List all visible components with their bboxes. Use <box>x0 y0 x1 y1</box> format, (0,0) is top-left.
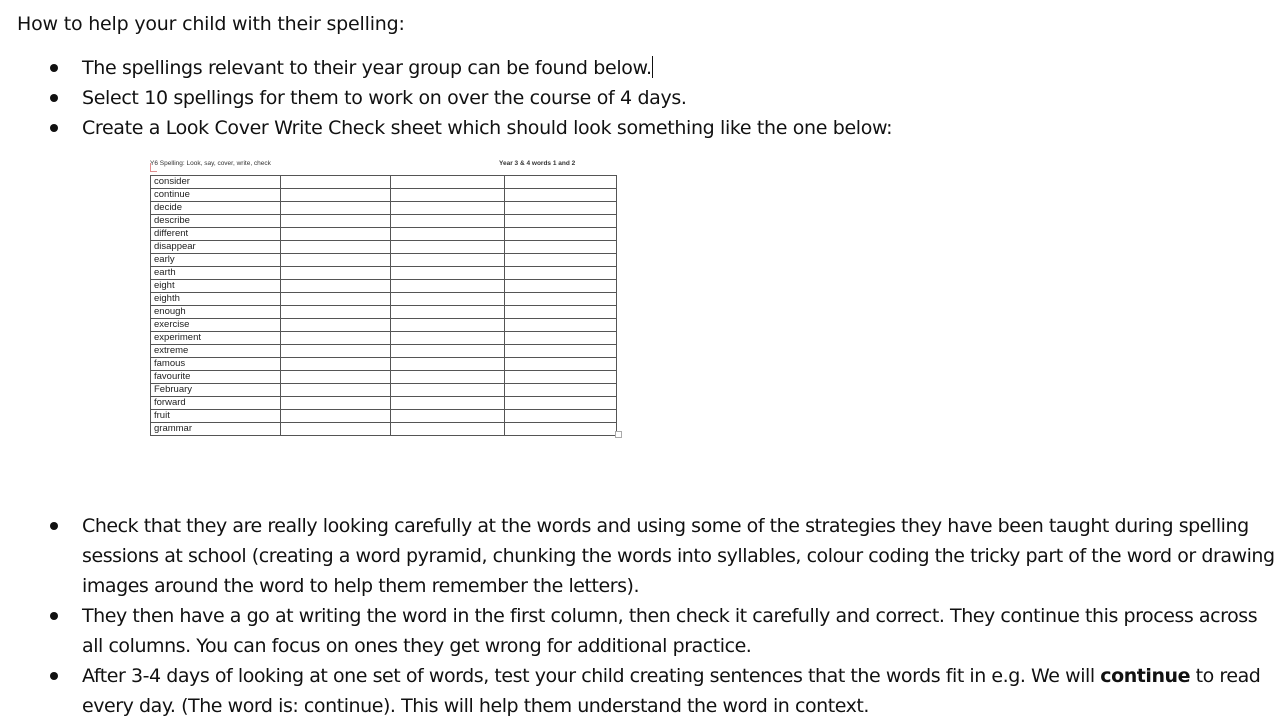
worksheet-empty-cell <box>505 371 617 384</box>
worksheet-empty-cell <box>505 293 617 306</box>
worksheet-empty-cell <box>391 397 505 410</box>
bullet-icon <box>50 124 58 132</box>
bullet-icon <box>50 672 58 680</box>
worksheet-empty-cell <box>505 332 617 345</box>
worksheet-empty-cell <box>391 267 505 280</box>
list-item-text-part: to read every day. (The word is: continue). This will help them understand the word in context. <box>82 665 1261 717</box>
worksheet-word-cell: favourite <box>151 371 281 384</box>
worksheet-empty-cell <box>391 254 505 267</box>
worksheet-empty-cell <box>505 202 617 215</box>
worksheet-row <box>151 280 617 293</box>
worksheet-word-cell: continue <box>151 189 281 202</box>
worksheet-empty-cell <box>391 202 505 215</box>
worksheet-empty-cell <box>391 319 505 332</box>
worksheet-row <box>151 306 617 319</box>
worksheet-empty-cell <box>281 371 391 384</box>
worksheet-empty-cell <box>391 293 505 306</box>
worksheet-row <box>151 384 617 397</box>
worksheet-word-cell: forward <box>151 397 281 410</box>
worksheet-word-cell: eight <box>151 280 281 293</box>
resize-handle[interactable] <box>615 431 622 438</box>
list-item-text-part: After 3-4 days of looking at one set of words, test your child creating sentences that the words fit in e.g. We will <box>82 665 1101 687</box>
text-cursor <box>652 56 653 78</box>
worksheet-word-cell: famous <box>151 358 281 371</box>
list-item-text <box>82 665 1260 717</box>
worksheet-empty-cell <box>391 345 505 358</box>
worksheet-row <box>151 332 617 345</box>
worksheet-empty-cell <box>505 319 617 332</box>
worksheet-row <box>151 215 617 228</box>
worksheet-empty-cell <box>281 345 391 358</box>
worksheet-row <box>151 319 617 332</box>
worksheet-empty-cell <box>391 371 505 384</box>
worksheet-word-cell: enough <box>151 306 281 319</box>
worksheet-word-cell: February <box>151 384 281 397</box>
worksheet-word-cell: consider <box>151 176 281 189</box>
worksheet-word-cell: grammar <box>151 423 281 436</box>
worksheet-empty-cell <box>391 280 505 293</box>
list-item <box>0 113 1287 143</box>
worksheet-empty-cell <box>505 280 617 293</box>
worksheet-empty-cell <box>281 176 391 189</box>
worksheet-row <box>151 397 617 410</box>
worksheet-row <box>151 176 617 189</box>
worksheet-empty-cell <box>505 241 617 254</box>
worksheet-empty-cell <box>281 228 391 241</box>
worksheet-row <box>151 345 617 358</box>
worksheet-row <box>151 189 617 202</box>
worksheet-row <box>151 202 617 215</box>
worksheet-empty-cell <box>281 215 391 228</box>
worksheet-word-cell: describe <box>151 215 281 228</box>
worksheet-subtitle: Year 3 & 4 words 1 and 2 <box>499 160 576 167</box>
worksheet-word-cell: experiment <box>151 332 281 345</box>
worksheet-empty-cell <box>281 332 391 345</box>
worksheet-empty-cell <box>505 384 617 397</box>
list-item <box>0 511 1287 601</box>
worksheet-title: Y6 Spelling: Look, say, cover, write, check <box>150 160 271 167</box>
instruction-list-bottom <box>0 511 1287 721</box>
worksheet-row <box>151 293 617 306</box>
list-item-text: They then have a go at writing the word in the first column, then check it carefully and correct. They continue this process across all columns. You can focus on ones they get wrong for additional practice. <box>82 605 1258 657</box>
list-item <box>0 661 1287 721</box>
worksheet-word-cell: different <box>151 228 281 241</box>
worksheet-empty-cell <box>281 306 391 319</box>
worksheet-empty-cell <box>391 176 505 189</box>
worksheet-empty-cell <box>391 423 505 436</box>
worksheet-empty-cell <box>505 410 617 423</box>
worksheet-word-cell: extreme <box>151 345 281 358</box>
worksheet-row <box>151 423 617 436</box>
worksheet-word-cell: decide <box>151 202 281 215</box>
worksheet-empty-cell <box>281 293 391 306</box>
worksheet-row <box>151 410 617 423</box>
worksheet-empty-cell <box>505 189 617 202</box>
bullet-icon <box>50 94 58 102</box>
worksheet-empty-cell <box>281 189 391 202</box>
worksheet-word-cell: exercise <box>151 319 281 332</box>
worksheet-empty-cell <box>281 410 391 423</box>
worksheet-empty-cell <box>281 384 391 397</box>
worksheet-empty-cell <box>281 202 391 215</box>
worksheet-empty-cell <box>391 358 505 371</box>
worksheet-row <box>151 228 617 241</box>
instruction-list-top <box>0 53 1287 143</box>
worksheet-word-cell: eighth <box>151 293 281 306</box>
list-item-text: Check that they are really looking carefully at the words and using some of the strategies they have been taught during spelling sessions at school (creating a word pyramid, chunking the words into syllables, colour coding the tricky part of the word or drawing images around the word to help them remember the letters). <box>82 515 1275 597</box>
list-item-text: Select 10 spellings for them to work on over the course of 4 days. <box>82 87 687 109</box>
worksheet-word-cell: fruit <box>151 410 281 423</box>
worksheet-empty-cell <box>505 423 617 436</box>
list-item <box>0 53 1287 83</box>
worksheet-empty-cell <box>505 397 617 410</box>
worksheet-empty-cell <box>391 306 505 319</box>
worksheet-empty-cell <box>281 319 391 332</box>
worksheet-empty-cell <box>505 306 617 319</box>
worksheet-empty-cell <box>281 280 391 293</box>
bullet-icon <box>50 522 58 530</box>
bullet-icon <box>50 64 58 72</box>
worksheet-empty-cell <box>391 228 505 241</box>
bullet-icon <box>50 612 58 620</box>
list-item <box>0 601 1287 661</box>
worksheet-empty-cell <box>281 358 391 371</box>
list-item-text: The spellings relevant to their year group can be found below. <box>82 57 652 79</box>
worksheet-row <box>151 241 617 254</box>
list-item-text: Create a Look Cover Write Check sheet which should look something like the one below: <box>82 117 893 139</box>
worksheet-empty-cell <box>281 267 391 280</box>
worksheet-empty-cell <box>505 254 617 267</box>
worksheet-word-cell: earth <box>151 267 281 280</box>
worksheet-empty-cell <box>391 410 505 423</box>
worksheet-empty-cell <box>505 176 617 189</box>
worksheet-empty-cell <box>505 267 617 280</box>
worksheet-empty-cell <box>391 215 505 228</box>
worksheet-empty-cell <box>391 384 505 397</box>
worksheet-row <box>151 371 617 384</box>
worksheet-empty-cell <box>391 189 505 202</box>
worksheet-empty-cell <box>505 358 617 371</box>
worksheet-empty-cell <box>505 215 617 228</box>
worksheet-image[interactable] <box>148 158 624 440</box>
worksheet-empty-cell <box>505 345 617 358</box>
worksheet-word-cell: early <box>151 254 281 267</box>
worksheet-empty-cell <box>391 241 505 254</box>
list-item <box>0 83 1287 113</box>
worksheet-empty-cell <box>281 241 391 254</box>
worksheet-empty-cell <box>281 254 391 267</box>
worksheet-word-cell: disappear <box>151 241 281 254</box>
worksheet-row <box>151 254 617 267</box>
document-heading: How to help your child with their spelling: <box>17 13 405 35</box>
worksheet-empty-cell <box>505 228 617 241</box>
worksheet-row <box>151 267 617 280</box>
worksheet-empty-cell <box>281 397 391 410</box>
worksheet-empty-cell <box>281 423 391 436</box>
worksheet-table <box>150 175 617 436</box>
emphasized-word: continue <box>1100 665 1191 687</box>
worksheet-row <box>151 358 617 371</box>
worksheet-empty-cell <box>391 332 505 345</box>
